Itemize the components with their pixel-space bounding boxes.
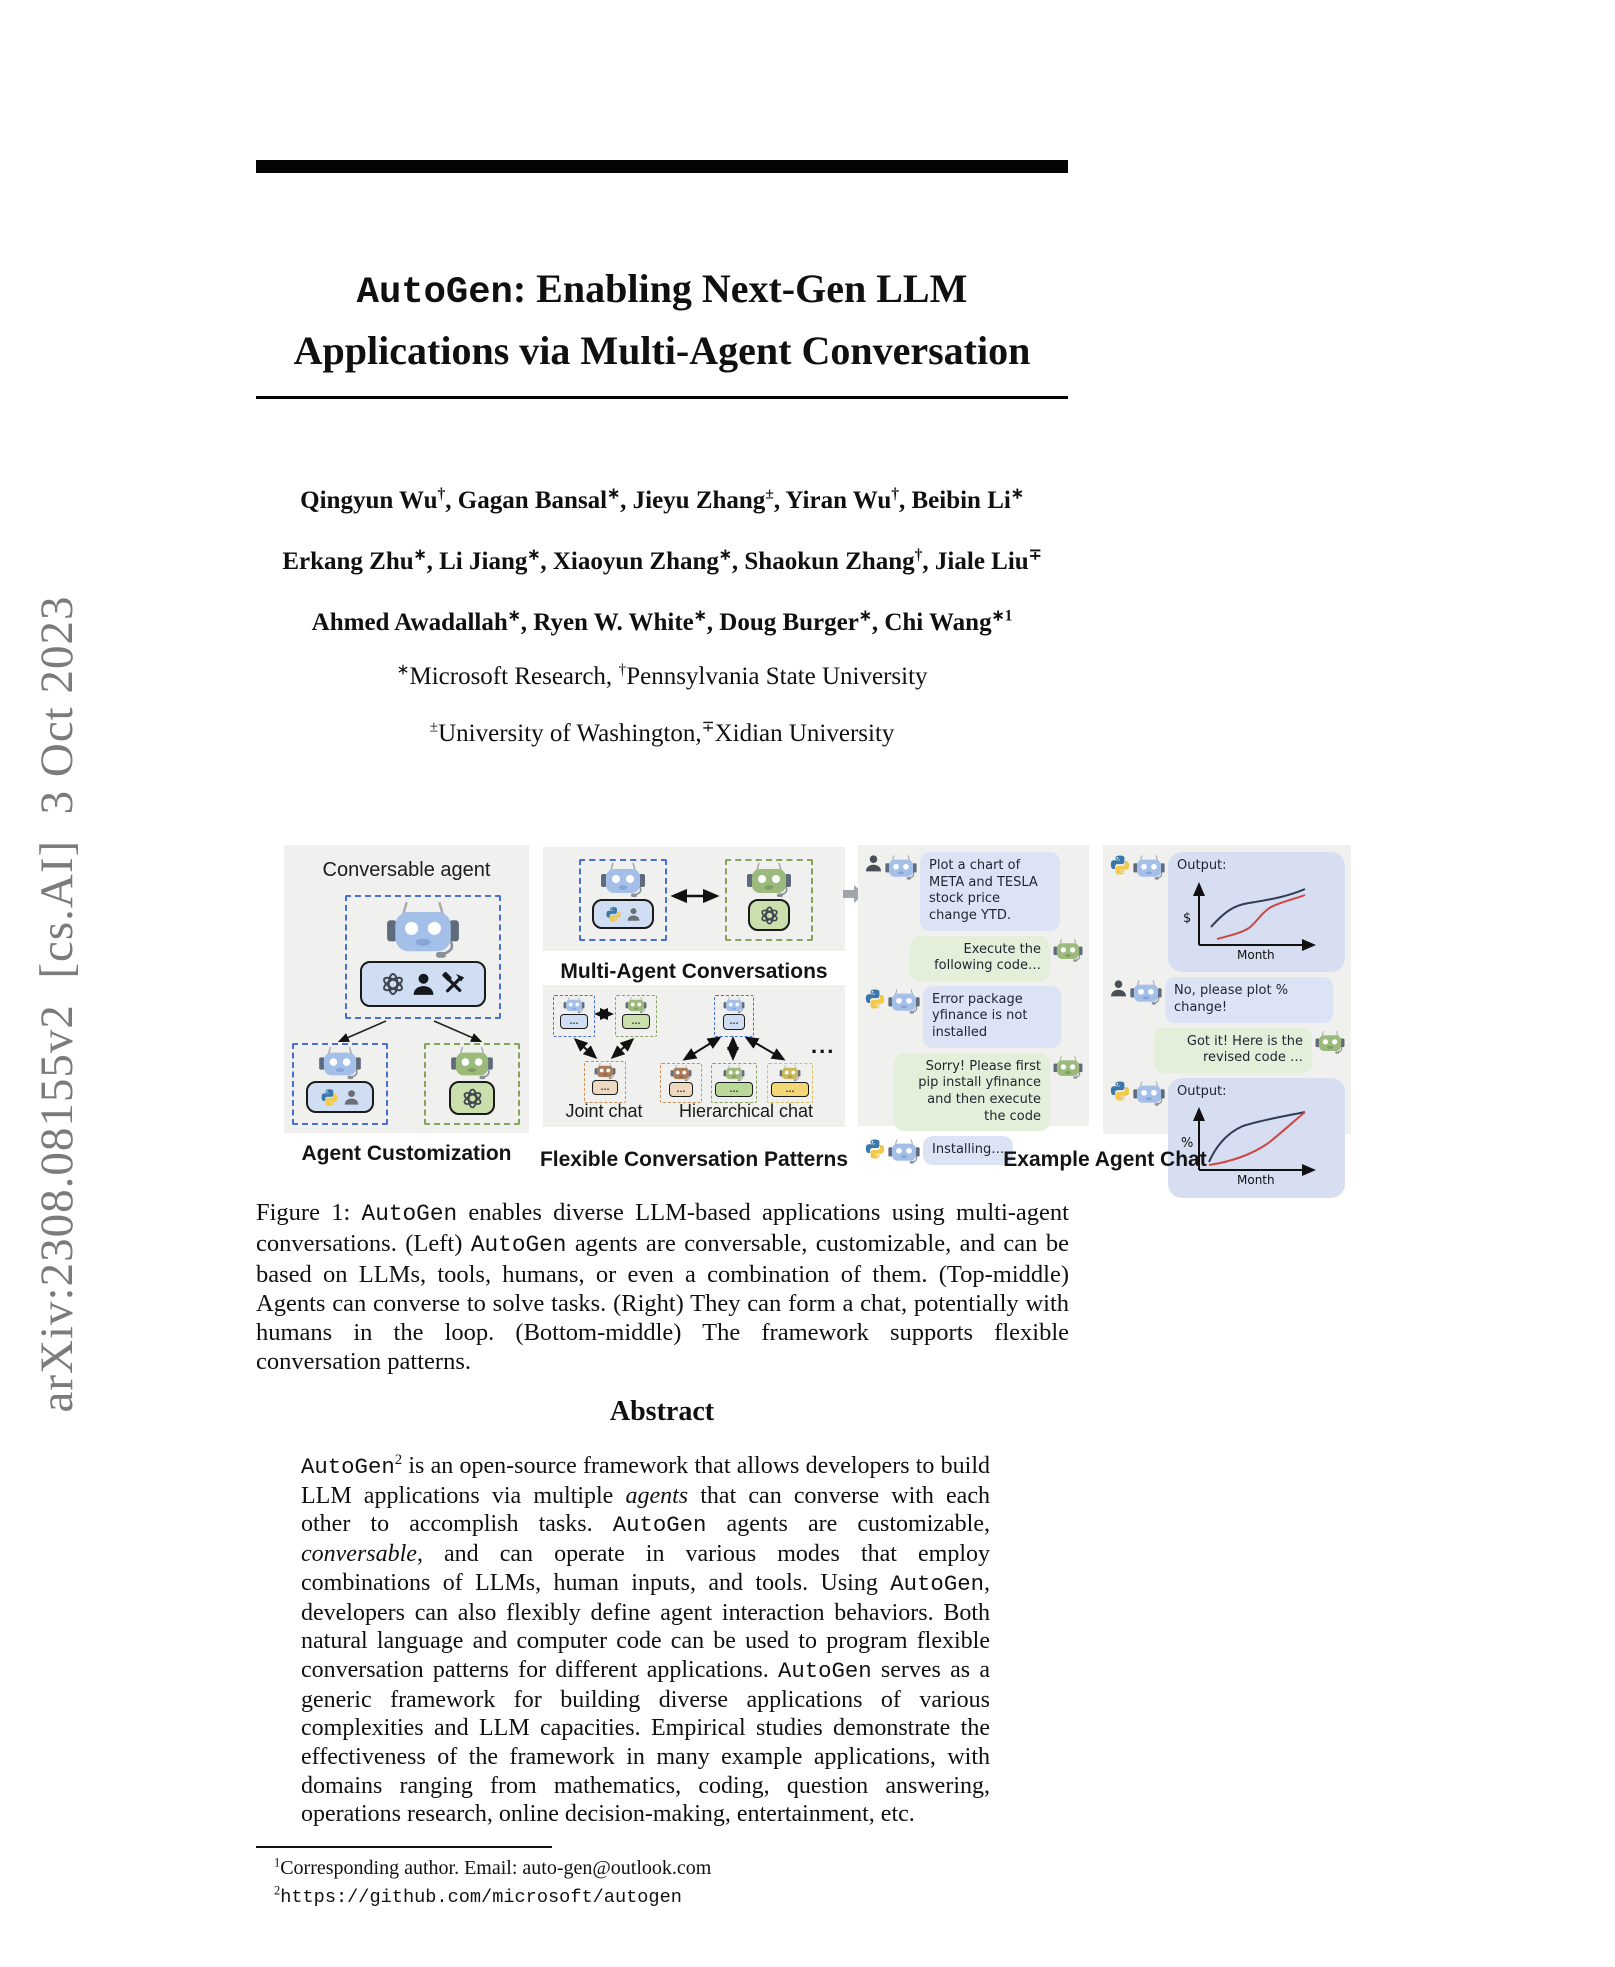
footnote-2: $^2$https://github.com/microsoft/autogen (274, 1883, 682, 1908)
pattern-agent-brown (584, 1061, 626, 1103)
person-icon (411, 972, 436, 997)
robot-blue-icon (387, 899, 459, 961)
message-chip: ... (771, 1082, 809, 1097)
openai-icon (758, 904, 781, 927)
capability-chip-python-human (592, 899, 654, 929)
person-icon (1109, 979, 1128, 998)
figure-panel-multi-agent (543, 847, 845, 951)
message-chip: ... (715, 1082, 753, 1097)
person-icon (864, 854, 883, 873)
chat-message (1109, 1028, 1345, 1073)
python-icon (864, 988, 886, 1010)
robot-blue-icon (1130, 979, 1162, 1006)
openai-icon (379, 970, 407, 998)
python-icon (1109, 1080, 1131, 1102)
affiliation-block (256, 648, 1068, 762)
figure-panel-patterns (543, 985, 845, 1127)
message-chip: ... (560, 1014, 588, 1029)
robot-blue-icon (1133, 854, 1165, 881)
chat-bubble: No, please plot % change! (1165, 977, 1333, 1022)
conversable-agent-title: Conversable agent (322, 859, 491, 881)
svg-text:Month: Month (1237, 1173, 1275, 1187)
agent-box-llm (424, 1043, 520, 1125)
robot-blue-icon (600, 861, 646, 899)
affiliation-line-2: ±University of Washington,∓Xidian University (429, 718, 895, 747)
openai-icon (460, 1086, 485, 1111)
avatars (864, 986, 920, 1015)
paper-title (256, 260, 1068, 379)
agent-box-human-python (292, 1043, 388, 1125)
footnote-rule (256, 1846, 552, 1848)
python-icon (605, 906, 622, 923)
person-icon (626, 907, 641, 922)
author-line-2: Erkang Zhu∗, Li Jiang∗, Xiaoyun Zhang∗, Shaokun Zhang†, Jiale Liu∓ (282, 546, 1042, 575)
python-icon (320, 1088, 339, 1107)
label-multi-agent-conversations: Multi-Agent Conversations (560, 960, 828, 983)
agent-box-green (725, 859, 813, 941)
chat-bubble-output (1168, 852, 1345, 972)
output-label: Output: (1177, 1083, 1227, 1099)
python-icon (864, 1138, 886, 1160)
robot-green-icon (746, 861, 792, 899)
footnote-ref-2: 2 (394, 1452, 403, 1468)
chat-message (864, 986, 1083, 1048)
footnote-1: $^1$Corresponding author. Email: auto-gen@outlook.com (274, 1855, 712, 1879)
avatars (1109, 852, 1165, 881)
chat-message (1109, 1078, 1345, 1198)
robot-blue-icon (563, 996, 585, 1014)
robot-green-icon (1053, 938, 1083, 963)
capability-chip-python-human (306, 1081, 374, 1113)
caption-autogen: AutoGen (470, 1232, 567, 1258)
title-line1-rest: : Enabling Next-Gen LLM (512, 266, 968, 311)
author-line-3: Ahmed Awadallah∗, Ryen W. White∗, Doug Burger∗, Chi Wang$^{∗1}$ (311, 607, 1013, 636)
robot-green-icon (450, 1045, 494, 1081)
pattern-agent-green (615, 995, 657, 1037)
figure-panel-chat-left (858, 845, 1089, 1158)
robot-brown-icon (594, 1062, 616, 1080)
avatars (1053, 1053, 1083, 1080)
label-flexible-conversation-patterns: Flexible Conversation Patterns (539, 1148, 849, 1171)
chat-message (864, 936, 1083, 981)
output-label: Output: (1177, 858, 1227, 873)
robot-blue-icon (723, 996, 745, 1014)
robot-green-icon (1053, 1055, 1083, 1080)
title-rule-bottom (256, 396, 1068, 399)
message-chip: ... (622, 1014, 650, 1029)
caption-autogen: AutoGen (361, 1201, 458, 1227)
stock-price-chart (1177, 875, 1327, 961)
more-patterns-ellipsis: ... (811, 1033, 836, 1058)
percent-change-chart (1177, 1100, 1327, 1186)
robot-brown-icon (670, 1064, 692, 1082)
title-rule-top (256, 160, 1068, 173)
chat-bubble: Error package yfinance is not installed (923, 986, 1061, 1048)
figure-panel-conversable-agent (284, 845, 529, 1133)
affiliation-line-1: ∗Microsoft Research, †Pennsylvania State University (396, 661, 928, 690)
chat-bubble: Execute the following code… (910, 936, 1050, 981)
svg-text:$: $ (1183, 910, 1192, 926)
label-example-agent-chat: Example Agent Chat (1003, 1148, 1207, 1171)
chat-message (1109, 852, 1345, 972)
chat-message (864, 852, 1083, 931)
arxiv-watermark: arXiv:2308.08155v2 [cs.AI] 3 Oct 2023 (31, 595, 83, 1413)
pattern-child-green (711, 1063, 757, 1103)
abstract-body: AutoGen$^2$ is an open-source framework that allows developers to build LLM applications via multiple agents that can converse with each other to accomplish tasks. AutoGen agents are customizable, conversable, and can operate in various modes that employ combinations of LLMs, human inputs, and tools. Using AutoGen, developers can also flexibly define agent interaction behaviors. Both natural language and computer code can be used to program flexible conversation patterns for different applications. AutoGen serves as a generic framework for building diverse applications of various complexities and LLM capacities. Empirical studies demonstrate the effectiveness of the framework in many example applications, with domains ranging from mathematics, coding, question answering, operations research, online decision-making, entertainment, etc. (301, 1452, 991, 1828)
chat-bubble-output (1168, 1078, 1345, 1198)
agent-box-main (345, 895, 501, 1019)
capability-chip-llm (449, 1081, 495, 1115)
svg-text:Month: Month (1237, 947, 1275, 961)
robot-blue-icon (888, 988, 920, 1015)
chat-bubble: Sorry! Please first pip install yfinance and then execute the code (894, 1053, 1050, 1132)
label-joint-chat: Joint chat (565, 1101, 643, 1121)
chat-message (1109, 977, 1345, 1022)
author-block (256, 470, 1068, 653)
label-agent-customization: Agent Customization (301, 1142, 512, 1165)
author-line-1: Qingyun Wu†, Gagan Bansal∗, Jieyu Zhang±, Yiran Wu†, Beibin Li∗ (300, 485, 1024, 514)
svg-text:%: % (1181, 1136, 1194, 1152)
chat-bubble: Plot a chart of META and TESLA stock price change YTD. (920, 852, 1060, 931)
avatars (1109, 1078, 1165, 1107)
figure-caption: Figure 1: AutoGen enables diverse LLM-based applications using multi-agent conversations. (Left) AutoGen agents are conversable, customizable, and can be based on LLMs, tools, humans, or even a combination of them. (Top-middle) Agents can converse to solve tasks. (Right) They can form a chat, potentially with humans in the loop. (Bottom-middle) The framework supports flexible conversation patterns. (256, 1199, 1069, 1375)
robot-green-icon (723, 1064, 745, 1082)
label-hierarchical-chat: Hierarchical chat (678, 1101, 814, 1121)
message-chip: ... (669, 1082, 693, 1097)
robot-blue-icon (1133, 1080, 1165, 1107)
robot-blue-icon (888, 1138, 920, 1165)
message-chip: ... (592, 1080, 618, 1095)
github-link[interactable]: https://github.com/microsoft/autogen (280, 1887, 682, 1908)
chat-bubble: Got it! Here is the revised code … (1154, 1028, 1312, 1073)
pattern-root-agent-blue (714, 995, 754, 1037)
avatars (864, 852, 917, 881)
message-chip: ... (723, 1014, 745, 1030)
avatars (1053, 936, 1083, 963)
avatars (1109, 977, 1162, 1006)
pattern-agent-blue (553, 995, 595, 1037)
agent-box-blue (579, 859, 667, 941)
pattern-child-brown (660, 1063, 702, 1103)
python-icon (1109, 854, 1131, 876)
tools-icon (440, 971, 467, 998)
robot-blue-icon (885, 854, 917, 881)
robot-yellow-icon (779, 1064, 801, 1082)
robot-green-icon (1315, 1030, 1345, 1055)
capability-chip-llm-human-tools (360, 961, 486, 1007)
abstract-heading: Abstract (609, 1396, 715, 1427)
two-way-arrow (669, 889, 721, 903)
chat-message (864, 1053, 1083, 1132)
title-line2: Applications via Multi-Agent Conversation (293, 328, 1031, 373)
title-autogen: AutoGen (356, 272, 513, 314)
avatars (864, 1136, 920, 1165)
robot-blue-icon (318, 1045, 362, 1081)
robot-green-icon (625, 996, 647, 1014)
pattern-child-yellow (767, 1063, 813, 1103)
chat-bubble: Installing… (923, 1136, 1013, 1165)
person-icon (343, 1089, 360, 1106)
capability-chip-llm (748, 899, 790, 931)
avatars (1315, 1028, 1345, 1055)
